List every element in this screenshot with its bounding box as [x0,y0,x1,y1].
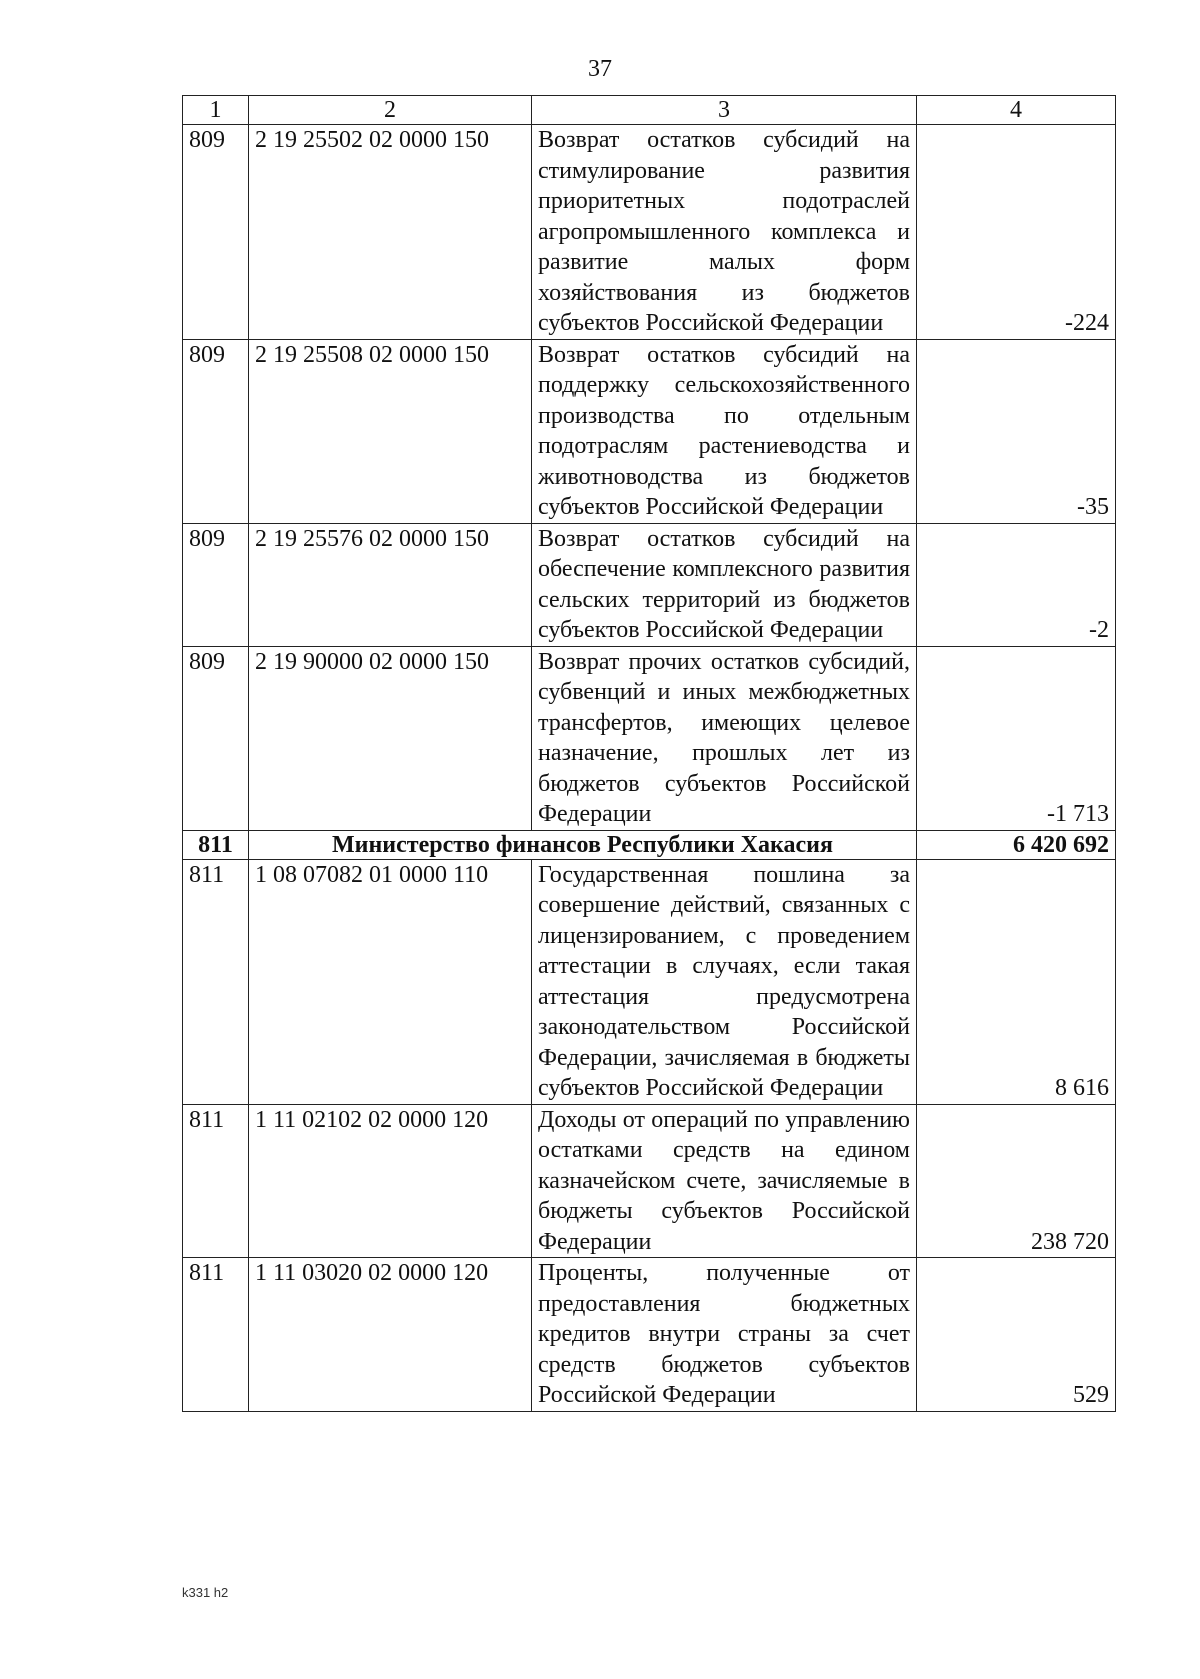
column-number-cell: 4 [917,96,1116,125]
table-row [183,859,1116,1104]
ministry-header-row [183,830,1116,859]
amount-cell: 238 720 [917,1104,1116,1258]
admin-code-cell: 811 [183,1258,249,1412]
ministry-name: Министерство финансов Республики Хакасия [249,830,917,859]
admin-code-cell: 809 [183,523,249,646]
budget-code-cell: 2 19 90000 02 0000 150 [249,646,532,830]
amount-cell: 8 616 [917,859,1116,1104]
admin-code-cell: 809 [183,646,249,830]
table-row [183,125,1116,340]
description-cell: Проценты, полученные от предоставления бюджетных кредитов внутри страны за счет средств бюджетов субъектов Российской Федерации [532,1258,917,1412]
page-number: 37 [588,56,612,82]
column-number-cell: 1 [183,96,249,125]
ministry-total-amount: 6 420 692 [917,830,1116,859]
admin-code-cell: 811 [183,1104,249,1258]
budget-code-cell: 2 19 25576 02 0000 150 [249,523,532,646]
revenue-table [182,95,1116,1412]
table-row [183,1104,1116,1258]
ministry-admin-code: 811 [183,830,249,859]
table-row [183,523,1116,646]
budget-code-cell: 1 11 02102 02 0000 120 [249,1104,532,1258]
description-cell: Возврат прочих остатков субсидий, субвенций и иных межбюджетных трансфертов, имеющих целевое назначение, прошлых лет из бюджетов субъектов Российской Федерации [532,646,917,830]
description-cell: Возврат остатков субсидий на стимулирование развития приоритетных подотраслей агропромышленного комплекса и развитие малых форм хозяйствования из бюджетов субъектов Российской Федерации [532,125,917,340]
description-cell: Государственная пошлина за совершение действий, связанных с лицензированием, с проведением аттестации в случаях, если такая аттестация предусмотрена законодательством Российской Федерации, зачисляемая в бюджеты субъектов Российской Федерации [532,859,917,1104]
amount-cell: -35 [917,339,1116,523]
column-number-cell: 2 [249,96,532,125]
budget-code-cell: 1 08 07082 01 0000 110 [249,859,532,1104]
column-number-cell: 3 [532,96,917,125]
amount-cell: -224 [917,125,1116,340]
table-row [183,646,1116,830]
amount-cell: 529 [917,1258,1116,1412]
description-cell: Возврат остатков субсидий на поддержку сельскохозяйственного производства по отдельным подотраслям растениеводства и животноводства из бюджетов субъектов Российской Федерации [532,339,917,523]
admin-code-cell: 809 [183,339,249,523]
admin-code-cell: 809 [183,125,249,340]
budget-code-cell: 2 19 25502 02 0000 150 [249,125,532,340]
column-number-row [183,96,1116,125]
amount-cell: -2 [917,523,1116,646]
table-row [183,339,1116,523]
budget-code-cell: 2 19 25508 02 0000 150 [249,339,532,523]
amount-cell: -1 713 [917,646,1116,830]
admin-code-cell: 811 [183,859,249,1104]
description-cell: Возврат остатков субсидий на обеспечение комплексного развития сельских территорий из бюджетов субъектов Российской Федерации [532,523,917,646]
description-cell: Доходы от операций по управлению остатками средств на едином казначейском счете, зачисляемые в бюджеты субъектов Российской Федерации [532,1104,917,1258]
table-row [183,1258,1116,1412]
budget-code-cell: 1 11 03020 02 0000 120 [249,1258,532,1412]
document-footer-code: k331 h2 [182,1585,229,1600]
